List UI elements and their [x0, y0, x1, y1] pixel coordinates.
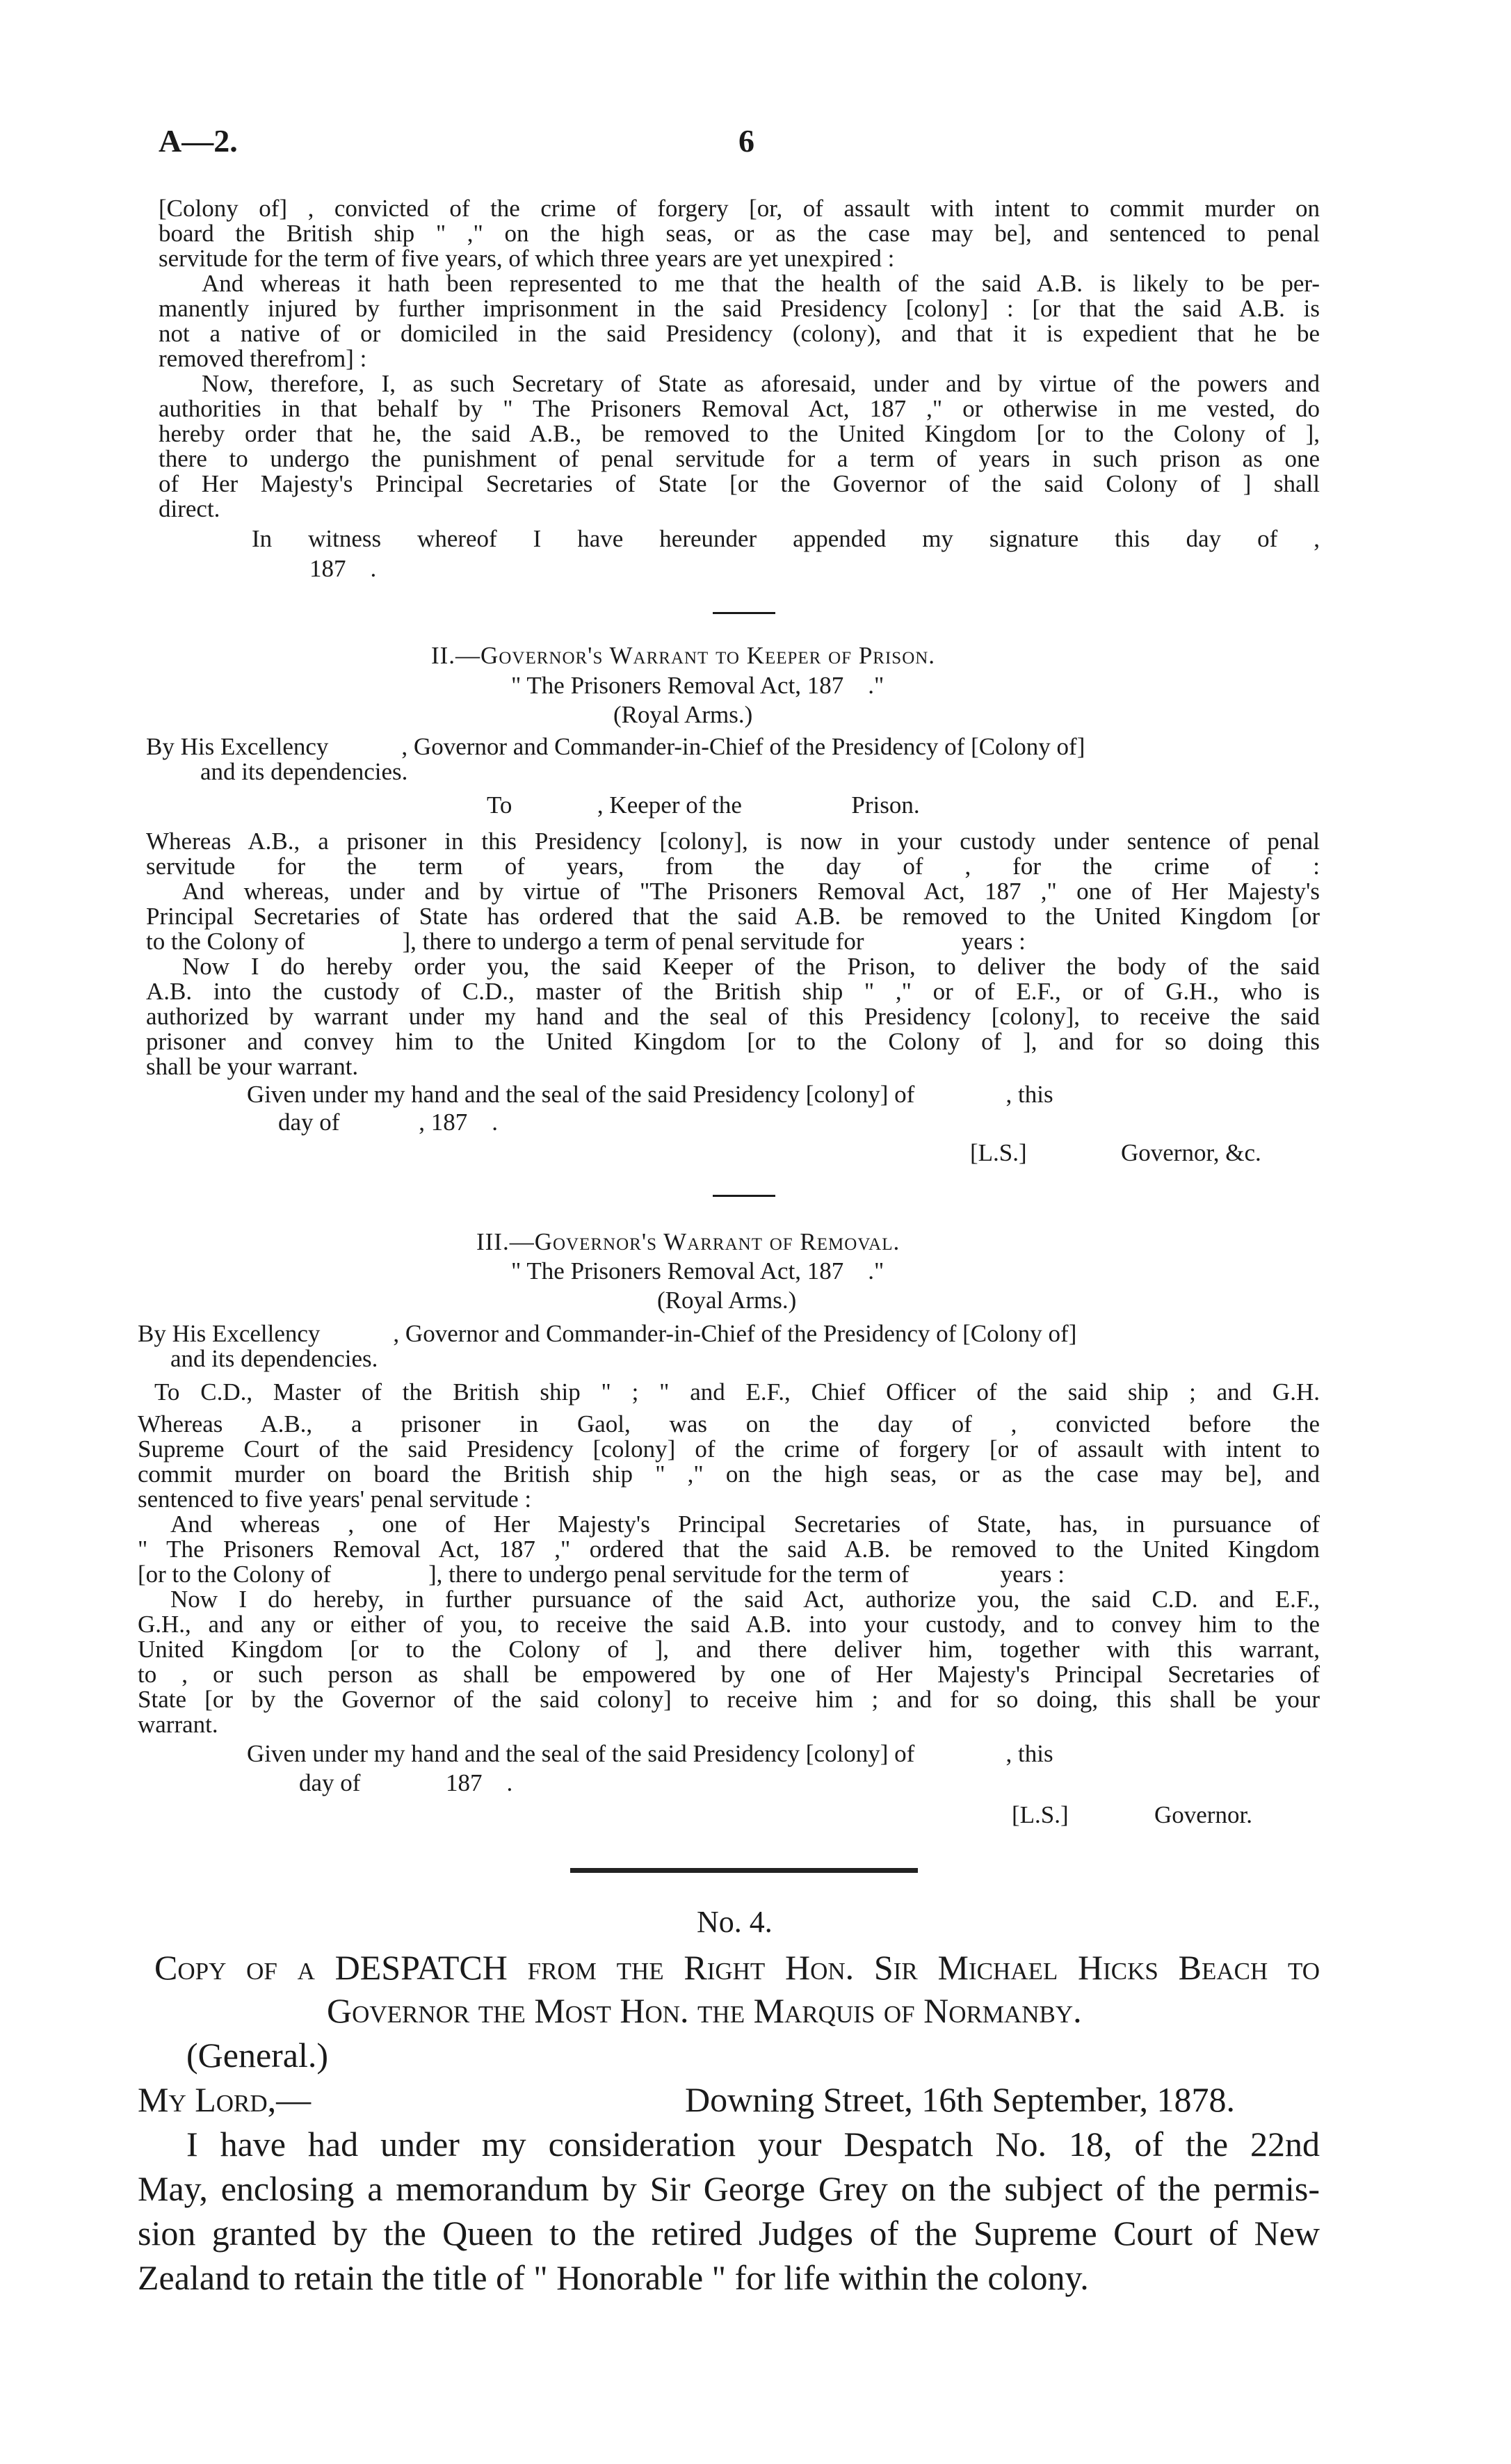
- text-line: warrant.: [138, 1711, 218, 1738]
- body-line: May, enclosing a memorandum by Sir George Grey on the subject of the permis-: [138, 2169, 1320, 2208]
- text-line: hereby order that he, the said A.B., be removed to the United Kingdom [or to the Colony of ],: [159, 420, 1320, 447]
- text-line: sentenced to five years' penal servitude :: [138, 1485, 532, 1513]
- text-line: authorized by warrant under my hand and the seal of this Presidency [colony], to receive the said: [146, 1003, 1320, 1030]
- text-line: 187 .: [309, 555, 377, 582]
- salutation: My Lord,—: [138, 2080, 312, 2119]
- text-line: To , Keeper of the Prison.: [487, 791, 920, 819]
- text-line: shall be your warrant.: [146, 1053, 359, 1080]
- body-line: sion granted by the Queen to the retired Judges of the Supreme Court of New: [138, 2214, 1320, 2253]
- text-line: To C.D., Master of the British ship " ; " and E.F., Chief Officer of the said ship ; and G.H.: [154, 1378, 1320, 1406]
- text-line: Whereas A.B., a prisoner in Gaol, was on the day of , convicted before the: [138, 1410, 1320, 1438]
- text-line: servitude for the term of five years, of which three years are yet unexpired :: [159, 245, 895, 272]
- text-line: Supreme Court of the said Presidency [colony] of the crime of forgery [or of assault with intent to: [138, 1435, 1320, 1463]
- text-line: And whereas, under and by virtue of "The Prisoners Removal Act, 187 ," one of Her Majesty's: [182, 878, 1320, 905]
- text-line: By His Excellency , Governor and Commander-in-Chief of the Presidency of [Colony of]: [146, 733, 1085, 760]
- text-line: And whereas it hath been represented to me that the health of the said A.B. is likely to be per-: [202, 270, 1320, 297]
- body-line: I have had under my consideration your Despatch No. 18, of the 22nd: [186, 2125, 1320, 2164]
- text-line: United Kingdom [or to the Colony of ], and there deliver him, together with this warrant,: [138, 1636, 1320, 1663]
- text-line: Now I do hereby order you, the said Keeper of the Prison, to deliver the body of the said: [182, 953, 1320, 980]
- section-divider: [713, 1195, 775, 1197]
- text-line: Given under my hand and the seal of the said Presidency [colony] of , this: [247, 1081, 1053, 1108]
- act-title: " The Prisoners Removal Act, 187 .": [511, 672, 884, 699]
- text-line: to the Colony of ], there to undergo a term of penal servitude for years :: [146, 928, 1026, 955]
- body-line: Zealand to retain the title of " Honorable " for life within the colony.: [138, 2258, 1089, 2297]
- section-heading: III.—Governor's Warrant of Removal.: [476, 1228, 900, 1255]
- text-line: By His Excellency , Governor and Commander-in-Chief of the Presidency of [Colony of]: [138, 1320, 1077, 1347]
- text-line: not a native of or domiciled in the said Presidency (colony), and that it is expedient that he be: [159, 320, 1320, 347]
- text-line: " The Prisoners Removal Act, 187 ," ordered that the said A.B. be removed to the United Kingdom: [138, 1536, 1320, 1563]
- seal-mark: [L.S.]: [1012, 1801, 1069, 1828]
- text-line: day of 187 .: [299, 1769, 513, 1796]
- despatch-title: Copy of a DESPATCH from the Right Hon. Sir Michael Hicks Beach to: [154, 1948, 1320, 1987]
- seal-mark: [L.S.]: [970, 1139, 1027, 1166]
- text-line: removed therefrom] :: [159, 345, 367, 372]
- royal-arms: (Royal Arms.): [657, 1287, 797, 1314]
- despatch-title: Governor the Most Hon. the Marquis of Normanby.: [327, 1991, 1082, 2030]
- royal-arms: (Royal Arms.): [613, 701, 753, 728]
- text-line: Principal Secretaries of State has ordered that the said A.B. be removed to the United Kingdom [or: [146, 903, 1320, 930]
- text-line: manently injured by further imprisonment in the said Presidency [colony] : [or that the said A.B. is: [159, 295, 1320, 322]
- signatory: Governor, &c.: [1121, 1139, 1261, 1166]
- text-line: direct.: [159, 495, 220, 522]
- text-line: prisoner and convey him to the United Kingdom [or to the Colony of ], and for so doing this: [146, 1028, 1320, 1055]
- header-series: A—2.: [159, 123, 238, 159]
- section-heading: II.—Governor's Warrant to Keeper of Prison.: [431, 642, 936, 669]
- text-line: And whereas , one of Her Majesty's Principal Secretaries of State, has, in pursuance of: [170, 1511, 1320, 1538]
- text-line: authorities in that behalf by " The Prisoners Removal Act, 187 ," or otherwise in me vested, do: [159, 395, 1320, 422]
- despatch-divider: [570, 1868, 918, 1873]
- page-number: 6: [738, 123, 754, 159]
- text-line: of Her Majesty's Principal Secretaries of State [or the Governor of the said Colony of ] shall: [159, 470, 1320, 497]
- text-line: commit murder on board the British ship " ," on the high seas, or as the case may be], and: [138, 1460, 1320, 1488]
- text-line: there to undergo the punishment of penal servitude for a term of years in such prison as one: [159, 445, 1320, 472]
- text-line: to , or such person as shall be empowered by one of Her Majesty's Principal Secretaries of: [138, 1661, 1320, 1688]
- text-line: Given under my hand and the seal of the said Presidency [colony] of , this: [247, 1740, 1053, 1767]
- despatch-category: (General.): [186, 2036, 329, 2075]
- text-line: board the British ship " ," on the high seas, or as the case may be], and sentenced to penal: [159, 220, 1320, 247]
- text-line: Now I do hereby, in further pursuance of the said Act, authorize you, the said C.D. and E.F.,: [170, 1586, 1320, 1613]
- place-date: Downing Street, 16th September, 1878.: [685, 2080, 1235, 2119]
- despatch-number: No. 4.: [697, 1905, 773, 1939]
- text-line: day of , 187 .: [278, 1109, 498, 1136]
- act-title: " The Prisoners Removal Act, 187 .": [511, 1257, 884, 1285]
- text-line: [or to the Colony of ], there to undergo penal servitude for the term of years :: [138, 1561, 1065, 1588]
- text-line: G.H., and any or either of you, to receive the said A.B. into your custody, and to convey him to the: [138, 1611, 1320, 1638]
- text-line: A.B. into the custody of C.D., master of the British ship " ," or of E.F., or of G.H., who is: [146, 978, 1320, 1005]
- section-divider: [713, 612, 775, 614]
- text-line: and its dependencies.: [170, 1345, 378, 1372]
- signatory: Governor.: [1154, 1801, 1252, 1828]
- text-line: State [or by the Governor of the said colony] to receive him ; and for so doing, this shall be your: [138, 1686, 1320, 1713]
- text-line: Now, therefore, I, as such Secretary of State as aforesaid, under and by virtue of the powers and: [202, 370, 1320, 397]
- text-line: Whereas A.B., a prisoner in this Presidency [colony], is now in your custody under sentence of penal: [146, 828, 1320, 855]
- text-line: and its dependencies.: [200, 758, 408, 785]
- text-line: servitude for the term of years, from the day of , for the crime of :: [146, 853, 1320, 880]
- text-line: In witness whereof I have hereunder appended my signature this day of ,: [252, 525, 1320, 552]
- text-line: [Colony of] , convicted of the crime of forgery [or, of assault with intent to commit murder on: [159, 195, 1320, 222]
